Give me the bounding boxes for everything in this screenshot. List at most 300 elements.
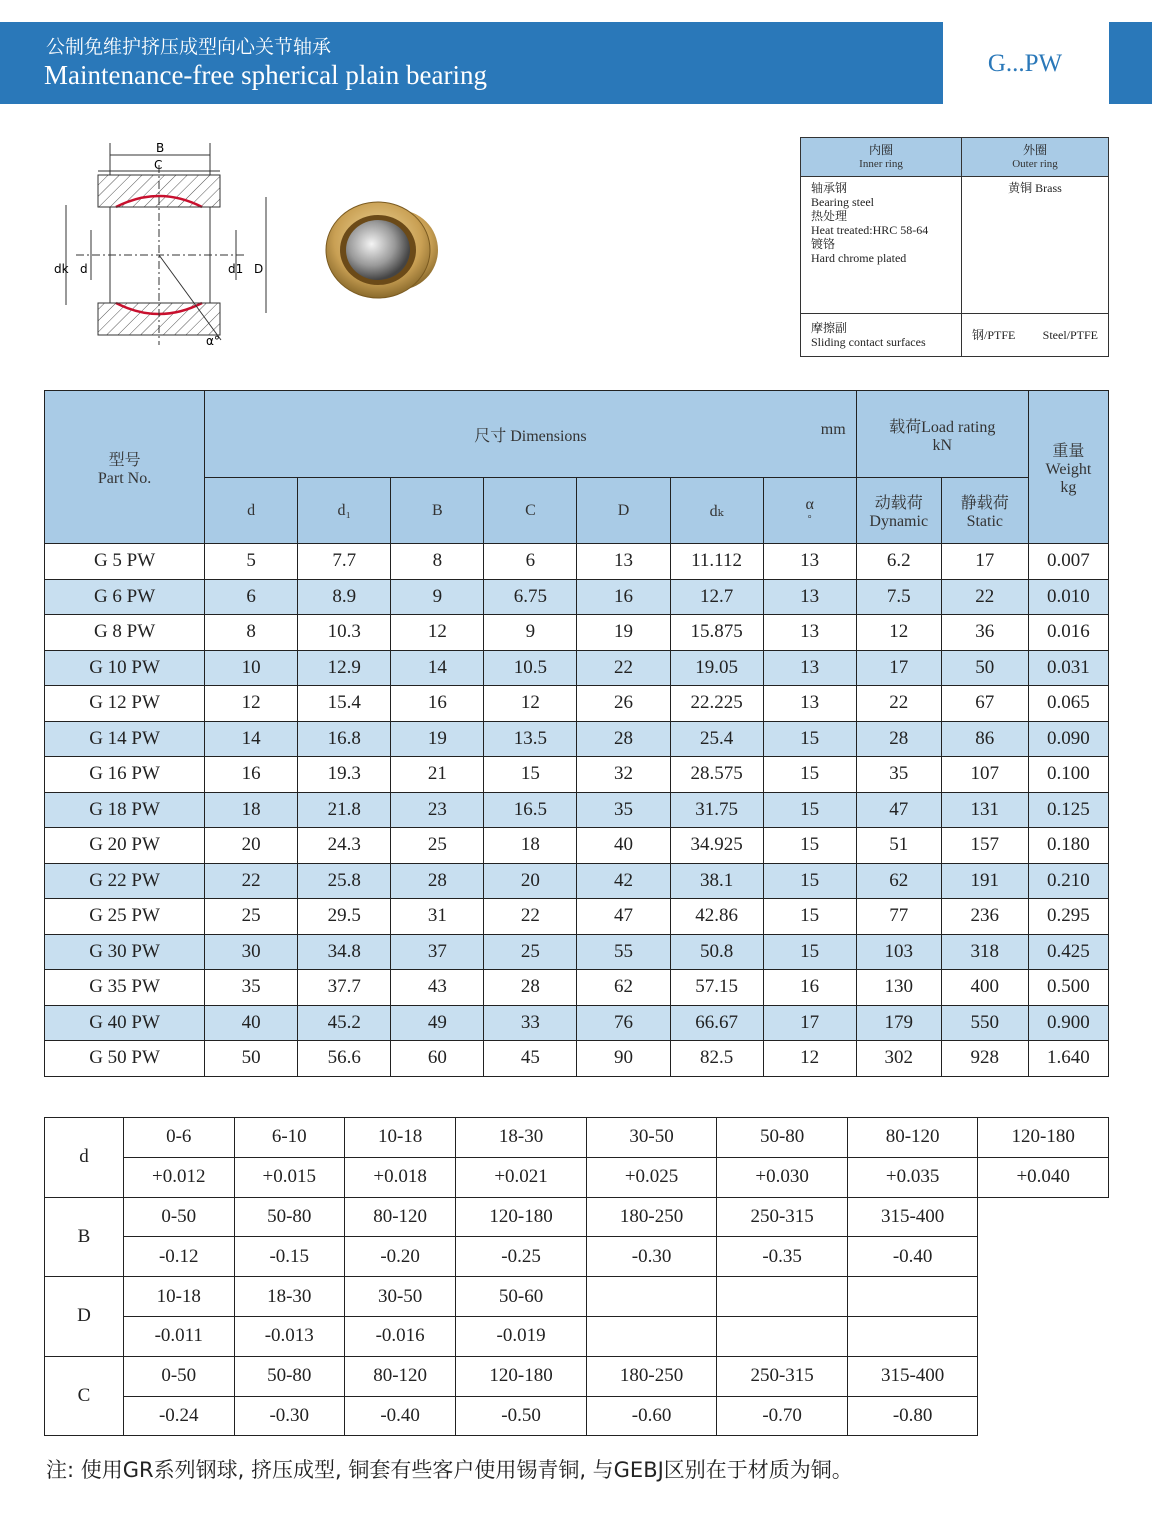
table-cell: 179 [856, 1005, 941, 1041]
tolerance-range: 180-250 [586, 1356, 717, 1396]
table-cell: 131 [941, 792, 1028, 828]
table-cell: 16 [391, 686, 484, 722]
table-cell: 42.86 [670, 899, 763, 935]
table-cell: 19 [577, 615, 670, 651]
table-cell: 12 [205, 686, 298, 722]
tolerance-label: D [45, 1277, 124, 1357]
tolerance-range: 120-180 [978, 1118, 1109, 1158]
tolerance-value: -0.60 [586, 1396, 717, 1436]
tolerance-value: +0.012 [124, 1157, 235, 1197]
table-cell: 43 [391, 970, 484, 1006]
table-row [45, 650, 1109, 686]
table-cell: 56.6 [298, 1041, 391, 1077]
table-cell: 15 [484, 757, 577, 793]
table-cell: 34.925 [670, 828, 763, 864]
weight-unit: kg [1060, 478, 1077, 496]
table-cell: 0.065 [1028, 686, 1108, 722]
tolerance-label: B [45, 1197, 124, 1277]
table-cell: 22 [941, 579, 1028, 615]
table-row [45, 792, 1109, 828]
part-number-cell: G 6 PW [45, 579, 205, 615]
table-cell: 29.5 [298, 899, 391, 935]
table-cell: 67 [941, 686, 1028, 722]
tolerance-range: 18-30 [234, 1277, 345, 1317]
inner-line: Bearing steel [811, 195, 874, 209]
table-cell: 0.295 [1028, 899, 1108, 935]
tolerance-range: 180-250 [586, 1197, 717, 1237]
table-cell: 318 [941, 934, 1028, 970]
table-cell: 157 [941, 828, 1028, 864]
table-cell: 55 [577, 934, 670, 970]
table-cell: 16 [205, 757, 298, 793]
table-cell: 22 [577, 650, 670, 686]
tolerance-value: +0.030 [717, 1157, 848, 1197]
table-cell: 47 [856, 792, 941, 828]
inner-line: 镀铬 [811, 237, 836, 251]
table-cell: 37.7 [298, 970, 391, 1006]
footnote: 注: 使用GR系列钢球, 挤压成型, 铜套有些客户使用锡青铜, 与GEBJ区别在于材质为铜。 [46, 1458, 853, 1482]
tolerance-value: -0.20 [345, 1237, 456, 1277]
table-cell: 33 [484, 1005, 577, 1041]
outer-ring-en: Outer ring [1012, 158, 1058, 170]
table-cell: 302 [856, 1041, 941, 1077]
tolerance-value: +0.018 [345, 1157, 456, 1197]
table-cell: 236 [941, 899, 1028, 935]
header-accent [1109, 22, 1152, 104]
table-row [45, 828, 1109, 864]
tolerance-range: 50-80 [717, 1118, 848, 1158]
tolerance-range [586, 1277, 717, 1317]
part-number-cell: G 20 PW [45, 828, 205, 864]
tolerance-value: +0.015 [234, 1157, 345, 1197]
table-cell: 40 [577, 828, 670, 864]
tolerance-D-values [45, 1316, 1109, 1356]
table-cell: 50 [941, 650, 1028, 686]
tolerance-value: +0.040 [978, 1157, 1109, 1197]
part-number-cell: G 35 PW [45, 970, 205, 1006]
table-cell: 42 [577, 863, 670, 899]
table-cell: 103 [856, 934, 941, 970]
table-cell: 50 [205, 1041, 298, 1077]
tolerance-d-ranges [45, 1118, 1109, 1158]
table-cell: 12.9 [298, 650, 391, 686]
weight-header [1028, 391, 1108, 544]
inner-line: 轴承钢 [811, 181, 848, 195]
table-cell: 16.5 [484, 792, 577, 828]
table-cell: 35 [856, 757, 941, 793]
table-cell: 1.640 [1028, 1041, 1108, 1077]
inner-ring-en: Inner ring [859, 158, 903, 170]
dynamic-en: Dynamic [869, 513, 929, 530]
table-cell: 15 [763, 934, 856, 970]
table-cell: 77 [856, 899, 941, 935]
tolerance-C-values [45, 1396, 1109, 1436]
tolerance-value: +0.025 [586, 1157, 717, 1197]
table-cell: 7.5 [856, 579, 941, 615]
table-cell: 0.016 [1028, 615, 1108, 651]
table-cell: 22 [856, 686, 941, 722]
label-d1: d1 [228, 262, 244, 276]
table-cell: 15 [763, 721, 856, 757]
tolerance-range: 120-180 [456, 1356, 587, 1396]
table-cell: 550 [941, 1005, 1028, 1041]
part-no-header [45, 391, 205, 544]
tolerance-value: -0.24 [124, 1396, 235, 1436]
table-cell: 25.8 [298, 863, 391, 899]
table-cell: 19.05 [670, 650, 763, 686]
label-dk: dk [54, 262, 69, 276]
table-cell: 76 [577, 1005, 670, 1041]
col-alpha [763, 478, 856, 544]
inner-ring-zh: 内圈 [868, 143, 893, 157]
table-cell: 21 [391, 757, 484, 793]
table-cell: 0.210 [1028, 863, 1108, 899]
table-cell: 35 [205, 970, 298, 1006]
dimension-rows [45, 544, 1109, 1077]
table-cell: 10.3 [298, 615, 391, 651]
tolerance-range: 80-120 [345, 1197, 456, 1237]
part-number-cell: G 18 PW [45, 792, 205, 828]
tolerance-value [586, 1316, 717, 1356]
table-cell: 26 [577, 686, 670, 722]
table-cell: 15.4 [298, 686, 391, 722]
table-cell: 16.8 [298, 721, 391, 757]
sliding-inner: 钢/PTFE [972, 328, 1016, 342]
inner-ring-header [801, 138, 962, 177]
table-cell: 35 [577, 792, 670, 828]
table-row [45, 863, 1109, 899]
table-cell: 16 [577, 579, 670, 615]
bearing-photo [318, 195, 458, 305]
table-cell: 9 [484, 615, 577, 651]
tolerance-value [847, 1316, 978, 1356]
tolerance-range: 80-120 [345, 1356, 456, 1396]
tolerance-value: -0.15 [234, 1237, 345, 1277]
tolerance-value: +0.035 [847, 1157, 978, 1197]
table-cell: 15.875 [670, 615, 763, 651]
tolerance-D-ranges [45, 1277, 1109, 1317]
table-cell: 9 [391, 579, 484, 615]
table-cell: 36 [941, 615, 1028, 651]
tolerance-range: 250-315 [717, 1197, 848, 1237]
table-cell: 0.010 [1028, 579, 1108, 615]
tolerance-B-ranges [45, 1197, 1109, 1237]
table-row [45, 970, 1109, 1006]
table-cell: 7.7 [298, 544, 391, 580]
table-cell: 15 [763, 899, 856, 935]
table-row [45, 686, 1109, 722]
unit-mm: mm [820, 421, 846, 438]
table-cell: 12 [484, 686, 577, 722]
table-cell: 20 [484, 863, 577, 899]
table-cell: 51 [856, 828, 941, 864]
table-cell: 12.7 [670, 579, 763, 615]
label-B: B [156, 141, 165, 155]
tolerance-range: 50-60 [456, 1277, 587, 1317]
table-cell: 12 [763, 1041, 856, 1077]
table-cell: 928 [941, 1041, 1028, 1077]
tolerance-value: -0.70 [717, 1396, 848, 1436]
table-cell: 25 [205, 899, 298, 935]
tolerance-range: 0-6 [124, 1118, 235, 1158]
tolerance-range: 80-120 [847, 1118, 978, 1158]
tolerance-range: 315-400 [847, 1197, 978, 1237]
table-cell: 6.2 [856, 544, 941, 580]
table-cell: 6 [484, 544, 577, 580]
table-cell: 17 [856, 650, 941, 686]
table-cell: 10 [205, 650, 298, 686]
part-number-cell: G 50 PW [45, 1041, 205, 1077]
sliding-zh: 摩擦副 [811, 321, 848, 335]
table-cell: 30 [205, 934, 298, 970]
table-cell: 8.9 [298, 579, 391, 615]
table-cell: 28.575 [670, 757, 763, 793]
tolerance-label: C [45, 1356, 124, 1436]
table-cell: 0.500 [1028, 970, 1108, 1006]
tolerance-d-values [45, 1157, 1109, 1197]
tolerance-value: -0.80 [847, 1396, 978, 1436]
table-cell: 12 [391, 615, 484, 651]
table-cell: 23 [391, 792, 484, 828]
table-row [45, 615, 1109, 651]
table-row [45, 1041, 1109, 1077]
load-rating-label: 载荷Load rating [889, 418, 996, 436]
table-cell: 22 [205, 863, 298, 899]
col-D: D [577, 478, 670, 544]
table-cell: 5 [205, 544, 298, 580]
col-d1: d₁ [298, 478, 391, 544]
table-cell: 6.75 [484, 579, 577, 615]
degree-symbol: ° [807, 514, 812, 525]
table-row [45, 934, 1109, 970]
sliding-surfaces-value [962, 314, 1109, 357]
tolerance-B-values [45, 1237, 1109, 1277]
table-cell: 47 [577, 899, 670, 935]
table-cell: 0.180 [1028, 828, 1108, 864]
table-row [45, 757, 1109, 793]
table-row [45, 1005, 1109, 1041]
tolerance-range: 250-315 [717, 1356, 848, 1396]
table-row [45, 899, 1109, 935]
table-cell: 191 [941, 863, 1028, 899]
table-cell: 13 [763, 686, 856, 722]
table-cell: 0.125 [1028, 792, 1108, 828]
tolerance-range: 0-50 [124, 1356, 235, 1396]
table-cell: 17 [941, 544, 1028, 580]
table-cell: 15 [763, 828, 856, 864]
tolerance-range: 30-50 [586, 1118, 717, 1158]
tolerance-range [847, 1277, 978, 1317]
table-cell: 14 [205, 721, 298, 757]
table-cell: 6 [205, 579, 298, 615]
tolerance-range [717, 1277, 848, 1317]
table-cell: 13.5 [484, 721, 577, 757]
part-number-cell: G 16 PW [45, 757, 205, 793]
load-unit: kN [932, 436, 953, 454]
outer-ring-material: 黄铜 Brass [962, 177, 1109, 314]
table-row [45, 579, 1109, 615]
tolerance-value: -0.016 [345, 1316, 456, 1356]
tolerance-range: 30-50 [345, 1277, 456, 1317]
tolerance-range: 50-80 [234, 1197, 345, 1237]
table-cell: 34.8 [298, 934, 391, 970]
table-cell: 8 [391, 544, 484, 580]
table-cell: 60 [391, 1041, 484, 1077]
table-cell: 15 [763, 757, 856, 793]
table-cell: 28 [856, 721, 941, 757]
table-cell: 15 [763, 863, 856, 899]
part-number-cell: G 12 PW [45, 686, 205, 722]
part-number-cell: G 14 PW [45, 721, 205, 757]
table-cell: 45 [484, 1041, 577, 1077]
table-row [45, 544, 1109, 580]
tolerance-table [44, 1117, 1109, 1436]
col-d: d [205, 478, 298, 544]
tolerance-range: 0-50 [124, 1197, 235, 1237]
table-cell: 28 [577, 721, 670, 757]
table-cell: 90 [577, 1041, 670, 1077]
title-en: Maintenance-free spherical plain bearing [44, 60, 488, 90]
table-cell: 28 [484, 970, 577, 1006]
table-cell: 24.3 [298, 828, 391, 864]
dynamic-zh: 动载荷 [874, 495, 923, 512]
tolerance-value: -0.011 [124, 1316, 235, 1356]
tolerance-range: 6-10 [234, 1118, 345, 1158]
table-cell: 0.900 [1028, 1005, 1108, 1041]
table-cell: 57.15 [670, 970, 763, 1006]
tolerance-range: 50-80 [234, 1356, 345, 1396]
table-cell: 19 [391, 721, 484, 757]
table-cell: 50.8 [670, 934, 763, 970]
table-cell: 45.2 [298, 1005, 391, 1041]
table-cell: 15 [763, 792, 856, 828]
table-cell: 8 [205, 615, 298, 651]
part-number-cell: G 22 PW [45, 863, 205, 899]
table-cell: 25 [484, 934, 577, 970]
dimensions-header [205, 391, 857, 478]
table-cell: 0.090 [1028, 721, 1108, 757]
part-number-cell: G 5 PW [45, 544, 205, 580]
tolerance-range: 10-18 [345, 1118, 456, 1158]
col-static [941, 478, 1028, 544]
inner-line: Heat treated:HRC 58-64 [811, 223, 929, 237]
tolerance-value: -0.35 [717, 1237, 848, 1277]
table-cell: 31 [391, 899, 484, 935]
table-row [45, 721, 1109, 757]
tolerance-value: -0.50 [456, 1396, 587, 1436]
part-number-cell: G 30 PW [45, 934, 205, 970]
table-cell: 17 [763, 1005, 856, 1041]
table-cell: 38.1 [670, 863, 763, 899]
table-cell: 13 [763, 615, 856, 651]
table-cell: 0.425 [1028, 934, 1108, 970]
tolerance-value: -0.40 [847, 1237, 978, 1277]
part-number-cell: G 25 PW [45, 899, 205, 935]
load-rating-header [856, 391, 1028, 478]
label-D: D [254, 262, 264, 276]
table-cell: 21.8 [298, 792, 391, 828]
inner-line: Hard chrome plated [811, 251, 907, 265]
table-cell: 37 [391, 934, 484, 970]
part-no-zh: 型号 [108, 451, 141, 469]
sliding-surfaces-label [801, 314, 962, 357]
table-cell: 13 [763, 650, 856, 686]
col-dk: dₖ [670, 478, 763, 544]
part-number-cell: G 40 PW [45, 1005, 205, 1041]
part-number-cell: G 8 PW [45, 615, 205, 651]
label-d: d [80, 262, 88, 276]
table-cell: 31.75 [670, 792, 763, 828]
label-alpha: α° [206, 334, 220, 348]
bearing-cross-section-diagram [46, 135, 306, 360]
table-cell: 10.5 [484, 650, 577, 686]
table-cell: 25 [391, 828, 484, 864]
table-cell: 32 [577, 757, 670, 793]
tolerance-value: -0.12 [124, 1237, 235, 1277]
table-cell: 18 [484, 828, 577, 864]
table-cell: 28 [391, 863, 484, 899]
static-en: Static [966, 513, 1004, 530]
table-cell: 0.031 [1028, 650, 1108, 686]
table-cell: 11.112 [670, 544, 763, 580]
table-cell: 13 [577, 544, 670, 580]
sliding-en: Sliding contact surfaces [811, 335, 926, 349]
col-C: C [484, 478, 577, 544]
tolerance-value: -0.25 [456, 1237, 587, 1277]
dimensions-table [44, 390, 1109, 1077]
table-cell: 22.225 [670, 686, 763, 722]
label-C: C [154, 158, 163, 172]
table-cell: 130 [856, 970, 941, 1006]
tolerance-label: d [45, 1118, 124, 1198]
table-cell: 19.3 [298, 757, 391, 793]
static-zh: 静载荷 [960, 495, 1009, 512]
table-cell: 49 [391, 1005, 484, 1041]
table-cell: 13 [763, 544, 856, 580]
weight-zh: 重量 [1052, 442, 1085, 460]
tolerance-value: -0.30 [234, 1396, 345, 1436]
materials-table [800, 137, 1109, 357]
table-cell: 40 [205, 1005, 298, 1041]
tolerance-range: 10-18 [124, 1277, 235, 1317]
weight-en: Weight [1045, 460, 1092, 478]
table-cell: 18 [205, 792, 298, 828]
col-dynamic [856, 478, 941, 544]
header-banner [0, 22, 943, 104]
tolerance-value: +0.021 [456, 1157, 587, 1197]
part-no-en: Part No. [97, 469, 152, 487]
tolerance-range: 315-400 [847, 1356, 978, 1396]
outer-ring-zh: 外圈 [1022, 143, 1047, 157]
table-cell: 66.67 [670, 1005, 763, 1041]
table-cell: 16 [763, 970, 856, 1006]
table-cell: 22 [484, 899, 577, 935]
table-cell: 86 [941, 721, 1028, 757]
col-B: B [391, 478, 484, 544]
tolerance-value: -0.013 [234, 1316, 345, 1356]
table-cell: 62 [856, 863, 941, 899]
tolerance-value [717, 1316, 848, 1356]
tolerance-range: 120-180 [456, 1197, 587, 1237]
tolerance-value: -0.40 [345, 1396, 456, 1436]
tolerance-C-ranges [45, 1356, 1109, 1396]
table-cell: 107 [941, 757, 1028, 793]
outer-ring-header [962, 138, 1109, 177]
part-number-cell: G 10 PW [45, 650, 205, 686]
table-cell: 13 [763, 579, 856, 615]
series-code: G...PW [987, 50, 1063, 77]
inner-line: 热处理 [811, 209, 848, 223]
